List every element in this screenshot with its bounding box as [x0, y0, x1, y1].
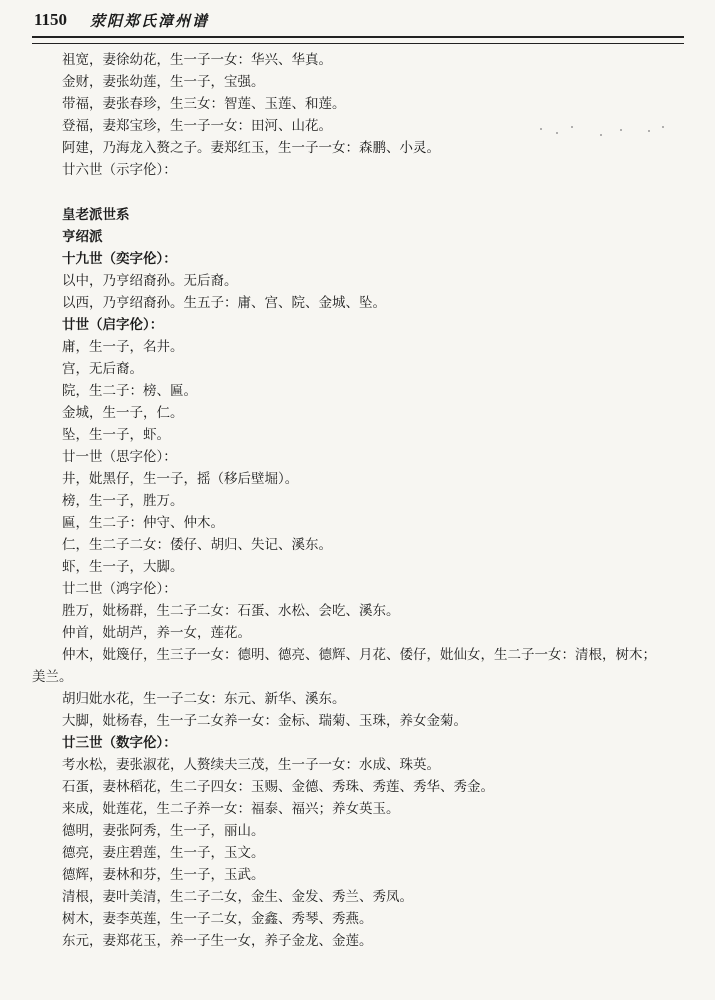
genealogy-line: 仁，生二子二女：倭仔、胡归、失记、溪东。	[62, 537, 332, 553]
page-number: 1150	[34, 10, 68, 29]
genealogy-line: 德明，妻张阿秀，生一子，丽山。	[62, 823, 265, 839]
scan-speck	[620, 129, 622, 131]
scan-speck	[600, 134, 602, 136]
genealogy-line: 匾，生二子：仲守、仲木。	[62, 515, 224, 531]
genealogy-line: 金城，生一子，仁。	[62, 405, 184, 421]
section-heading: 廿世（启字伦）：	[62, 317, 164, 333]
genealogy-line: 带福，妻张春珍，生三女：智莲、玉莲、和莲。	[62, 96, 346, 112]
genealogy-line: 东元，妻郑花玉，养一子生一女，养子金龙、金莲。	[62, 933, 373, 949]
section-heading: 廿三世（数字伦）：	[62, 735, 177, 751]
scan-speck	[662, 126, 664, 128]
section-heading: 亨绍派	[62, 229, 103, 245]
genealogy-line: 坠，生一子，虾。	[62, 427, 170, 443]
genealogy-line: 仲木，妣篾仔，生三子一女：德明、德亮、德辉、月花、倭仔，妣仙女，生二子一女：清根，树木；	[62, 647, 656, 663]
genealogy-line: 院，生二子：榜、匾。	[62, 383, 197, 399]
genealogy-line: 虾，生一子，大脚。	[62, 559, 184, 575]
scan-speck	[571, 126, 573, 128]
genealogy-line: 以中，乃亨绍裔孙。无后裔。	[62, 273, 238, 289]
genealogy-line: 德辉，妻林和芬，生一子，玉武。	[62, 867, 265, 883]
genealogy-line: 廿一世（思字伦）：	[62, 449, 177, 465]
genealogy-line: 廿二世（鸿字伦）：	[62, 581, 177, 597]
genealogy-line: 胡归妣水花，生一子二女：东元、新华、溪东。	[62, 691, 346, 707]
scan-speck	[540, 128, 542, 130]
genealogy-line: 金财，妻张幼莲，生一子，宝强。	[62, 74, 265, 90]
section-heading: 十九世（奕字伦）：	[62, 251, 177, 267]
scan-speck	[556, 132, 558, 134]
genealogy-line: 井，妣黑仔，生一子，摇（移后壁堀）。	[62, 471, 299, 487]
genealogy-line: 榜，生一子，胜万。	[62, 493, 184, 509]
genealogy-line: 来成，妣莲花，生二子养一女：福泰、福兴；养女英玉。	[62, 801, 400, 817]
scan-speck	[648, 130, 650, 132]
genealogy-line: 以西，乃亨绍裔孙。生五子：庸、宫、院、金城、坠。	[62, 295, 386, 311]
running-header-title: 荥阳郑氏漳州谱	[90, 12, 210, 30]
genealogy-line: 宫，无后裔。	[62, 361, 143, 377]
genealogy-line: 大脚，妣杨春，生一子二女养一女：金标、瑞菊、玉珠，养女金菊。	[62, 713, 467, 729]
section-heading: 皇老派世系	[62, 207, 130, 223]
genealogy-line: 考水松，妻张淑花，人赘续夫三茂，生一子一女：水成、珠英。	[62, 757, 440, 773]
genealogy-line: 阿建，乃海龙入赘之子。妻郑红玉，生一子一女：森鹏、小灵。	[62, 140, 440, 156]
genealogy-line: 登福，妻郑宝珍，生一子一女：田河、山花。	[62, 118, 332, 134]
genealogy-line: 树木，妻李英莲，生一子二女，金鑫、秀琴、秀燕。	[62, 911, 373, 927]
genealogy-line: 祖宽，妻徐幼花，生一子一女：华兴、华真。	[62, 52, 332, 68]
genealogy-line: 胜万，妣杨群，生二子二女：石蛋、水松、会吃、溪东。	[62, 603, 400, 619]
genealogy-line: 仲首，妣胡芦，养一女，莲花。	[62, 625, 251, 641]
header-rule	[32, 36, 684, 44]
genealogy-line: 清根，妻叶美清，生二子二女，金生、金发、秀兰、秀凤。	[62, 889, 413, 905]
genealogy-line: 廿六世（示字伦）：	[62, 162, 177, 178]
genealogy-line: 石蛋，妻林稻花，生二子四女：玉赐、金德、秀珠、秀莲、秀华、秀金。	[62, 779, 494, 795]
genealogy-line: 德亮，妻庄碧莲，生一子，玉文。	[62, 845, 265, 861]
genealogy-line: 美兰。	[32, 669, 73, 685]
genealogy-line: 庸，生一子，名井。	[62, 339, 184, 355]
